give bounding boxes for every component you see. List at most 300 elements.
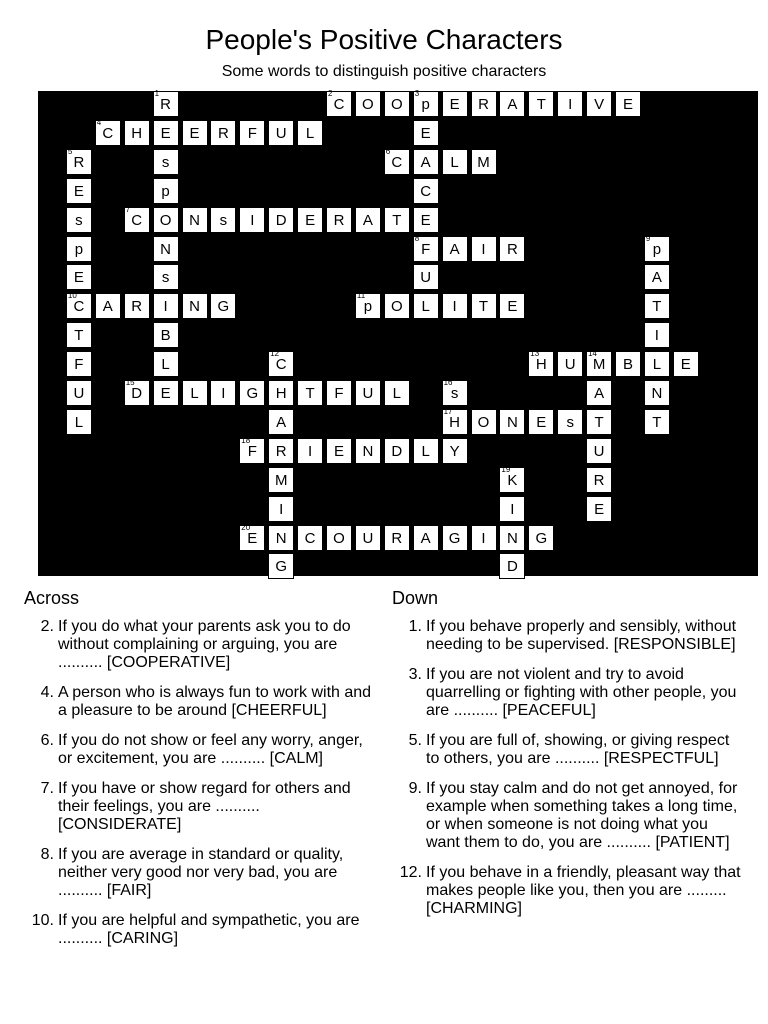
clue-text: If you are average in standard or quality, neither very good nor very bad, you are .......... [FAIR] [58, 846, 344, 899]
cell-letter: p [652, 240, 662, 258]
cell-letter: E [680, 356, 691, 374]
grid-cell[interactable] [586, 380, 612, 406]
grid-cell[interactable] [413, 264, 439, 290]
grid-cell[interactable] [153, 236, 179, 262]
grid-cell[interactable] [644, 351, 670, 377]
grid-cell[interactable] [384, 91, 410, 117]
grid-cell[interactable] [615, 351, 641, 377]
grid-cell[interactable] [153, 178, 179, 204]
cell-letter: E [507, 298, 518, 316]
grid-cell[interactable] [413, 207, 439, 233]
grid-cell[interactable] [268, 438, 294, 464]
clue-number: 12 [270, 349, 280, 359]
grid-cell[interactable] [442, 149, 468, 175]
clue-text: If you stay calm and do not get annoyed, for example when something takes a long time, or when someone is not doing what you want them to do, you are .......... [PATIENT] [426, 780, 738, 851]
across-clue [24, 912, 372, 948]
cell-letter: C [131, 211, 143, 229]
grid-cell[interactable] [673, 351, 699, 377]
grid-cell[interactable] [124, 204, 150, 233]
clue-number: 5 [67, 146, 73, 156]
grid-cell[interactable] [528, 91, 554, 117]
grid-cell[interactable] [66, 264, 92, 290]
cell-letter: F [421, 240, 431, 258]
cell-letter: R [391, 529, 403, 547]
clue-text: If you do not show or feel any worry, anger, or excitement, you are .......... [CALM] [58, 732, 363, 767]
grid-cell[interactable] [210, 207, 236, 233]
grid-cell[interactable] [528, 351, 554, 377]
cell-letter: O [333, 529, 345, 547]
across-heading: Across [24, 588, 80, 608]
grid-cell[interactable] [124, 120, 150, 146]
cell-letter: I [308, 442, 313, 460]
grid-cell[interactable] [413, 438, 439, 464]
clue-number: 3. [408, 666, 422, 683]
clue-text: If you behave in a friendly, pleasant way that makes people like you, then you are ......... [CHARMING] [426, 864, 741, 917]
grid-cell[interactable] [384, 293, 410, 319]
cell-letter: p [74, 240, 84, 258]
cell-letter: s [161, 153, 170, 171]
clue-number: 10 [67, 291, 77, 301]
cell-letter: T [652, 413, 662, 431]
grid-cell[interactable] [471, 149, 497, 175]
down-clue [392, 780, 744, 852]
grid-cell[interactable] [239, 380, 265, 406]
cell-letter: I [510, 500, 515, 518]
grid-cell[interactable] [471, 91, 497, 117]
grid-cell[interactable] [297, 380, 323, 406]
cell-letter: M [592, 356, 606, 374]
cell-letter: E [420, 124, 431, 142]
cell-letter: T [594, 413, 604, 431]
grid-cell[interactable] [326, 438, 352, 464]
grid-cell[interactable] [499, 236, 525, 262]
cell-letter: I [163, 298, 168, 316]
across-clue [24, 780, 372, 834]
grid-cell[interactable] [471, 525, 497, 551]
grid-cell[interactable] [182, 120, 208, 146]
cell-letter: I [481, 529, 486, 547]
grid-cell[interactable] [66, 351, 92, 377]
grid-cell[interactable] [355, 525, 381, 551]
grid-cell[interactable] [384, 525, 410, 551]
cell-letter: B [160, 327, 171, 345]
clue-text: If you are not violent and try to avoid quarrelling or fighting with other people, you are .......... [PEACEFUL] [426, 666, 737, 719]
page-subtitle: Some words to distinguish positive characters [221, 63, 547, 80]
grid-cell[interactable] [153, 293, 179, 319]
down-clue-list [392, 618, 744, 930]
grid-cell[interactable] [644, 293, 670, 319]
clue-number: 4. [40, 684, 54, 701]
grid-cell[interactable] [210, 120, 236, 146]
grid-cell[interactable] [413, 149, 439, 175]
cell-letter: L [450, 153, 459, 171]
cell-letter: H [275, 385, 287, 402]
grid-cell[interactable] [499, 409, 525, 435]
grid-cell[interactable] [153, 120, 179, 146]
grid-cell[interactable] [153, 91, 179, 117]
grid-cell[interactable] [268, 409, 294, 435]
clue-number: 6 [385, 146, 391, 156]
grid-cell[interactable] [442, 293, 468, 319]
grid-cell[interactable] [297, 120, 323, 146]
grid-cell[interactable] [528, 525, 554, 551]
grid-cell[interactable] [153, 264, 179, 290]
grid-cell[interactable] [268, 207, 294, 233]
grid-cell[interactable] [413, 525, 439, 551]
page-title: People's Positive Characters [205, 24, 563, 55]
cell-letter: H [449, 413, 461, 431]
grid-cell[interactable] [268, 120, 294, 146]
cell-letter: p [421, 96, 430, 113]
cell-letter: N [189, 298, 200, 316]
clue-number: 14 [588, 349, 597, 359]
grid-cell[interactable] [557, 351, 583, 377]
cell-letter: R [275, 442, 287, 460]
grid-cell[interactable] [586, 409, 612, 435]
cell-letter: R [593, 471, 605, 489]
clue-number: 20 [241, 522, 251, 532]
cell-letter: I [221, 385, 226, 402]
cell-letter: O [390, 96, 403, 113]
down-clue [392, 618, 744, 654]
grid-cell[interactable] [326, 207, 352, 233]
grid-cell[interactable] [297, 525, 323, 551]
cell-letter: O [390, 298, 403, 316]
grid-cell[interactable] [644, 322, 670, 348]
clue-number: 10. [31, 912, 54, 929]
grid-cell[interactable] [586, 496, 612, 522]
cell-letter: E [536, 413, 547, 431]
cell-letter: G [535, 529, 548, 547]
grid-cell[interactable] [442, 406, 468, 435]
cell-letter: G [275, 558, 288, 576]
clue-number: 2. [40, 618, 54, 635]
grid-cell[interactable] [528, 409, 554, 435]
grid-cell[interactable] [586, 91, 612, 117]
down-clue [392, 732, 744, 768]
grid-cell[interactable] [95, 293, 121, 319]
grid-cell[interactable] [239, 207, 265, 233]
cell-letter: D [275, 211, 287, 229]
grid-cell[interactable] [644, 380, 670, 406]
grid-cell[interactable] [499, 525, 525, 551]
cell-letter: D [506, 558, 518, 576]
grid-cell[interactable] [355, 91, 381, 117]
cell-letter: L [392, 385, 401, 402]
grid-cell[interactable] [210, 293, 236, 319]
grid-cell[interactable] [153, 207, 179, 233]
cell-letter: G [448, 529, 461, 547]
grid-cell[interactable] [442, 380, 468, 406]
cell-letter: C [391, 153, 403, 171]
clue-number: 5. [408, 732, 422, 749]
clue-number: 3 [414, 89, 420, 98]
grid-cell[interactable] [499, 293, 525, 319]
clue-text: A person who is always fun to work with and a pleasure to be around [CHEERFUL] [58, 684, 372, 719]
cell-letter: L [190, 385, 199, 402]
cell-letter: C [275, 356, 287, 374]
cell-letter: U [420, 269, 432, 287]
cell-letter: I [452, 298, 457, 316]
cell-letter: E [160, 124, 171, 142]
clue-number: 7. [40, 780, 54, 797]
cell-letter: C [304, 529, 316, 547]
grid-cell[interactable] [355, 438, 381, 464]
grid-cell[interactable] [413, 120, 439, 146]
grid-cell[interactable] [66, 178, 92, 204]
grid-cell[interactable] [586, 467, 612, 493]
clue-text: If you are full of, showing, or giving respect to others, you are .......... [RESPECTFUL] [426, 732, 730, 767]
clue-number: 1 [154, 89, 160, 98]
cell-letter: N [275, 529, 287, 547]
grid-cell[interactable] [644, 233, 670, 262]
crossword-grid [38, 91, 758, 576]
grid-cell[interactable] [153, 380, 179, 406]
grid-cell[interactable] [326, 525, 352, 551]
cell-letter: I [279, 500, 284, 518]
grid-cell[interactable] [355, 207, 381, 233]
clue-number: 9. [408, 780, 422, 797]
cell-letter: E [73, 182, 84, 200]
cell-letter: s [566, 413, 574, 431]
grid-cell[interactable] [644, 264, 670, 290]
cell-letter: R [217, 124, 229, 142]
grid-cell[interactable] [182, 207, 208, 233]
cell-letter: I [481, 240, 486, 258]
cell-letter: R [506, 240, 518, 258]
grid-cell[interactable] [66, 293, 92, 319]
cell-letter: E [247, 529, 258, 547]
clue-text: If you behave properly and sensibly, without needing to be supervised. [RESPONSIBLE] [426, 618, 737, 653]
cell-letter: Y [449, 442, 460, 460]
grid-cell[interactable] [586, 351, 612, 377]
clue-number: 9 [645, 233, 651, 243]
cell-letter: s [450, 385, 459, 402]
grid-cell[interactable] [384, 380, 410, 406]
cell-letter: T [74, 327, 84, 345]
grid-cell[interactable] [268, 380, 294, 406]
clue-number: 1. [408, 618, 422, 635]
cell-letter: A [276, 413, 287, 431]
across-clue [24, 846, 372, 900]
cell-letter: N [362, 442, 374, 460]
grid-cell[interactable] [66, 207, 92, 233]
across-clue-list [24, 618, 372, 960]
cell-letter: E [305, 211, 316, 229]
grid-cell[interactable] [124, 293, 150, 319]
grid-cell[interactable] [66, 146, 92, 175]
clue-number: 19 [501, 464, 511, 474]
grid-cell[interactable] [239, 522, 265, 551]
grid-cell[interactable] [499, 464, 525, 493]
cell-letter: C [102, 124, 114, 142]
cell-letter: E [622, 96, 633, 113]
grid-cell[interactable] [239, 120, 265, 146]
cell-letter: T [536, 96, 546, 113]
grid-cell[interactable] [586, 438, 612, 464]
grid-cell[interactable] [66, 380, 92, 406]
cell-letter: E [189, 124, 200, 142]
cell-letter: p [161, 182, 170, 200]
cell-letter: A [651, 269, 662, 287]
cell-letter: L [421, 442, 430, 460]
cell-letter: G [246, 385, 259, 402]
grid-cell[interactable] [644, 409, 670, 435]
cell-letter: N [189, 211, 200, 229]
cell-letter: H [535, 356, 547, 374]
cell-letter: A [420, 529, 431, 547]
cell-letter: N [651, 385, 663, 402]
grid-cell[interactable] [384, 438, 410, 464]
clue-text: If you have or show regard for others and their feelings, you are .......... [CONSIDERATE] [58, 780, 351, 833]
cell-letter: A [362, 211, 373, 229]
clue-number: 4 [96, 117, 102, 127]
across-clue [24, 618, 372, 672]
cell-letter: E [420, 211, 431, 229]
clue-number: 17 [443, 406, 453, 416]
clue-number: 7 [125, 204, 131, 214]
grid-cell[interactable] [239, 435, 265, 464]
cell-letter: T [652, 298, 662, 316]
cell-letter: U [362, 385, 374, 402]
grid-cell[interactable] [326, 91, 352, 117]
cell-letter: T [392, 211, 402, 229]
cell-letter: V [594, 96, 605, 113]
cell-letter: L [74, 413, 84, 431]
grid-cell[interactable] [297, 207, 323, 233]
cell-letter: T [478, 298, 489, 316]
cell-letter: K [507, 471, 518, 489]
clue-text: If you do what your parents ask you to do without complaining or arguing, you are .......... [COOPERATIVE] [58, 618, 351, 671]
grid-cell[interactable] [442, 236, 468, 262]
cell-letter: E [449, 96, 460, 113]
grid-cell[interactable] [124, 380, 150, 406]
grid-cell[interactable] [355, 380, 381, 406]
grid-cell[interactable] [355, 293, 381, 319]
grid-cell[interactable] [442, 91, 468, 117]
cell-letter: s [219, 211, 228, 229]
grid-cell[interactable] [413, 233, 439, 262]
cell-letter: R [160, 96, 172, 113]
grid-cell[interactable] [442, 438, 468, 464]
cell-letter: M [274, 471, 288, 489]
clue-number: 8 [414, 233, 420, 243]
grid-cell[interactable] [471, 293, 497, 319]
grid-cell[interactable] [153, 322, 179, 348]
cell-letter: D [391, 442, 403, 460]
cell-letter: F [74, 356, 84, 374]
clue-number: 13 [530, 349, 540, 359]
cell-letter: E [73, 269, 84, 287]
grid-cell[interactable] [413, 293, 439, 319]
grid-cell[interactable] [471, 409, 497, 435]
grid-cell[interactable] [499, 91, 525, 117]
cell-letter: O [477, 413, 490, 431]
grid-cell[interactable] [66, 322, 92, 348]
across-clue [24, 732, 372, 768]
grid-cell[interactable] [557, 91, 583, 117]
cell-letter: A [102, 298, 113, 316]
grid-cell[interactable] [384, 146, 410, 175]
cell-letter: N [506, 529, 518, 547]
clue-number: 8. [40, 846, 54, 863]
cell-letter: U [564, 356, 576, 374]
grid-cell[interactable] [182, 380, 208, 406]
down-clue [392, 864, 744, 918]
grid-cell[interactable] [471, 236, 497, 262]
cell-letter: L [305, 124, 315, 142]
cell-letter: A [420, 153, 431, 171]
clue-number: 18 [241, 435, 251, 445]
cell-letter: I [250, 211, 255, 229]
grid-cell[interactable] [326, 380, 352, 406]
down-clue [392, 666, 744, 720]
cell-letter: H [131, 124, 143, 142]
cell-letter: A [594, 385, 605, 402]
cell-letter: U [362, 529, 374, 547]
cell-letter: O [362, 96, 374, 113]
grid-cell[interactable] [557, 409, 583, 435]
cell-letter: O [159, 211, 172, 229]
grid-cell[interactable] [268, 351, 294, 377]
cell-letter: R [131, 298, 143, 316]
grid-cell[interactable] [499, 553, 525, 579]
cell-letter: D [131, 385, 143, 402]
grid-cell[interactable] [413, 91, 439, 117]
cell-letter: A [449, 240, 460, 258]
cell-letter: R [333, 211, 345, 229]
grid-cell[interactable] [66, 409, 92, 435]
grid-cell[interactable] [268, 525, 294, 551]
cell-letter: F [247, 442, 257, 460]
clue-number: 16 [443, 378, 453, 387]
grid-cell[interactable] [268, 496, 294, 522]
cell-letter: L [652, 356, 662, 374]
cell-letter: U [593, 442, 605, 460]
cell-letter: I [654, 327, 659, 345]
grid-cell[interactable] [268, 467, 294, 493]
grid-cell[interactable] [499, 496, 525, 522]
grid-cell[interactable] [384, 207, 410, 233]
cell-letter: F [247, 124, 257, 142]
cell-letter: C [420, 182, 432, 200]
grid-cell[interactable] [210, 380, 236, 406]
grid-cell[interactable] [66, 236, 92, 262]
cell-letter: L [421, 298, 430, 316]
cell-letter: G [217, 298, 230, 316]
grid-cell[interactable] [95, 117, 121, 146]
grid-cell[interactable] [153, 149, 179, 175]
grid-cell[interactable] [442, 525, 468, 551]
grid-cell[interactable] [413, 178, 439, 204]
grid-cell[interactable] [153, 351, 179, 377]
grid-cell[interactable] [297, 438, 323, 464]
cell-letter: s [75, 211, 83, 229]
cell-letter: F [334, 385, 344, 402]
grid-cell[interactable] [182, 293, 208, 319]
clue-text: If you are helpful and sympathetic, you are .......... [CARING] [58, 912, 360, 947]
cell-letter: E [333, 442, 344, 460]
cell-letter: N [160, 240, 172, 258]
cell-letter: B [622, 356, 633, 374]
grid-cell[interactable] [615, 91, 641, 117]
grid-cell[interactable] [268, 553, 294, 579]
cell-letter: A [507, 96, 518, 113]
clue-number: 15 [125, 378, 135, 387]
cell-letter: U [73, 385, 85, 402]
cell-letter: R [478, 96, 489, 113]
clue-number: 6. [40, 732, 54, 749]
